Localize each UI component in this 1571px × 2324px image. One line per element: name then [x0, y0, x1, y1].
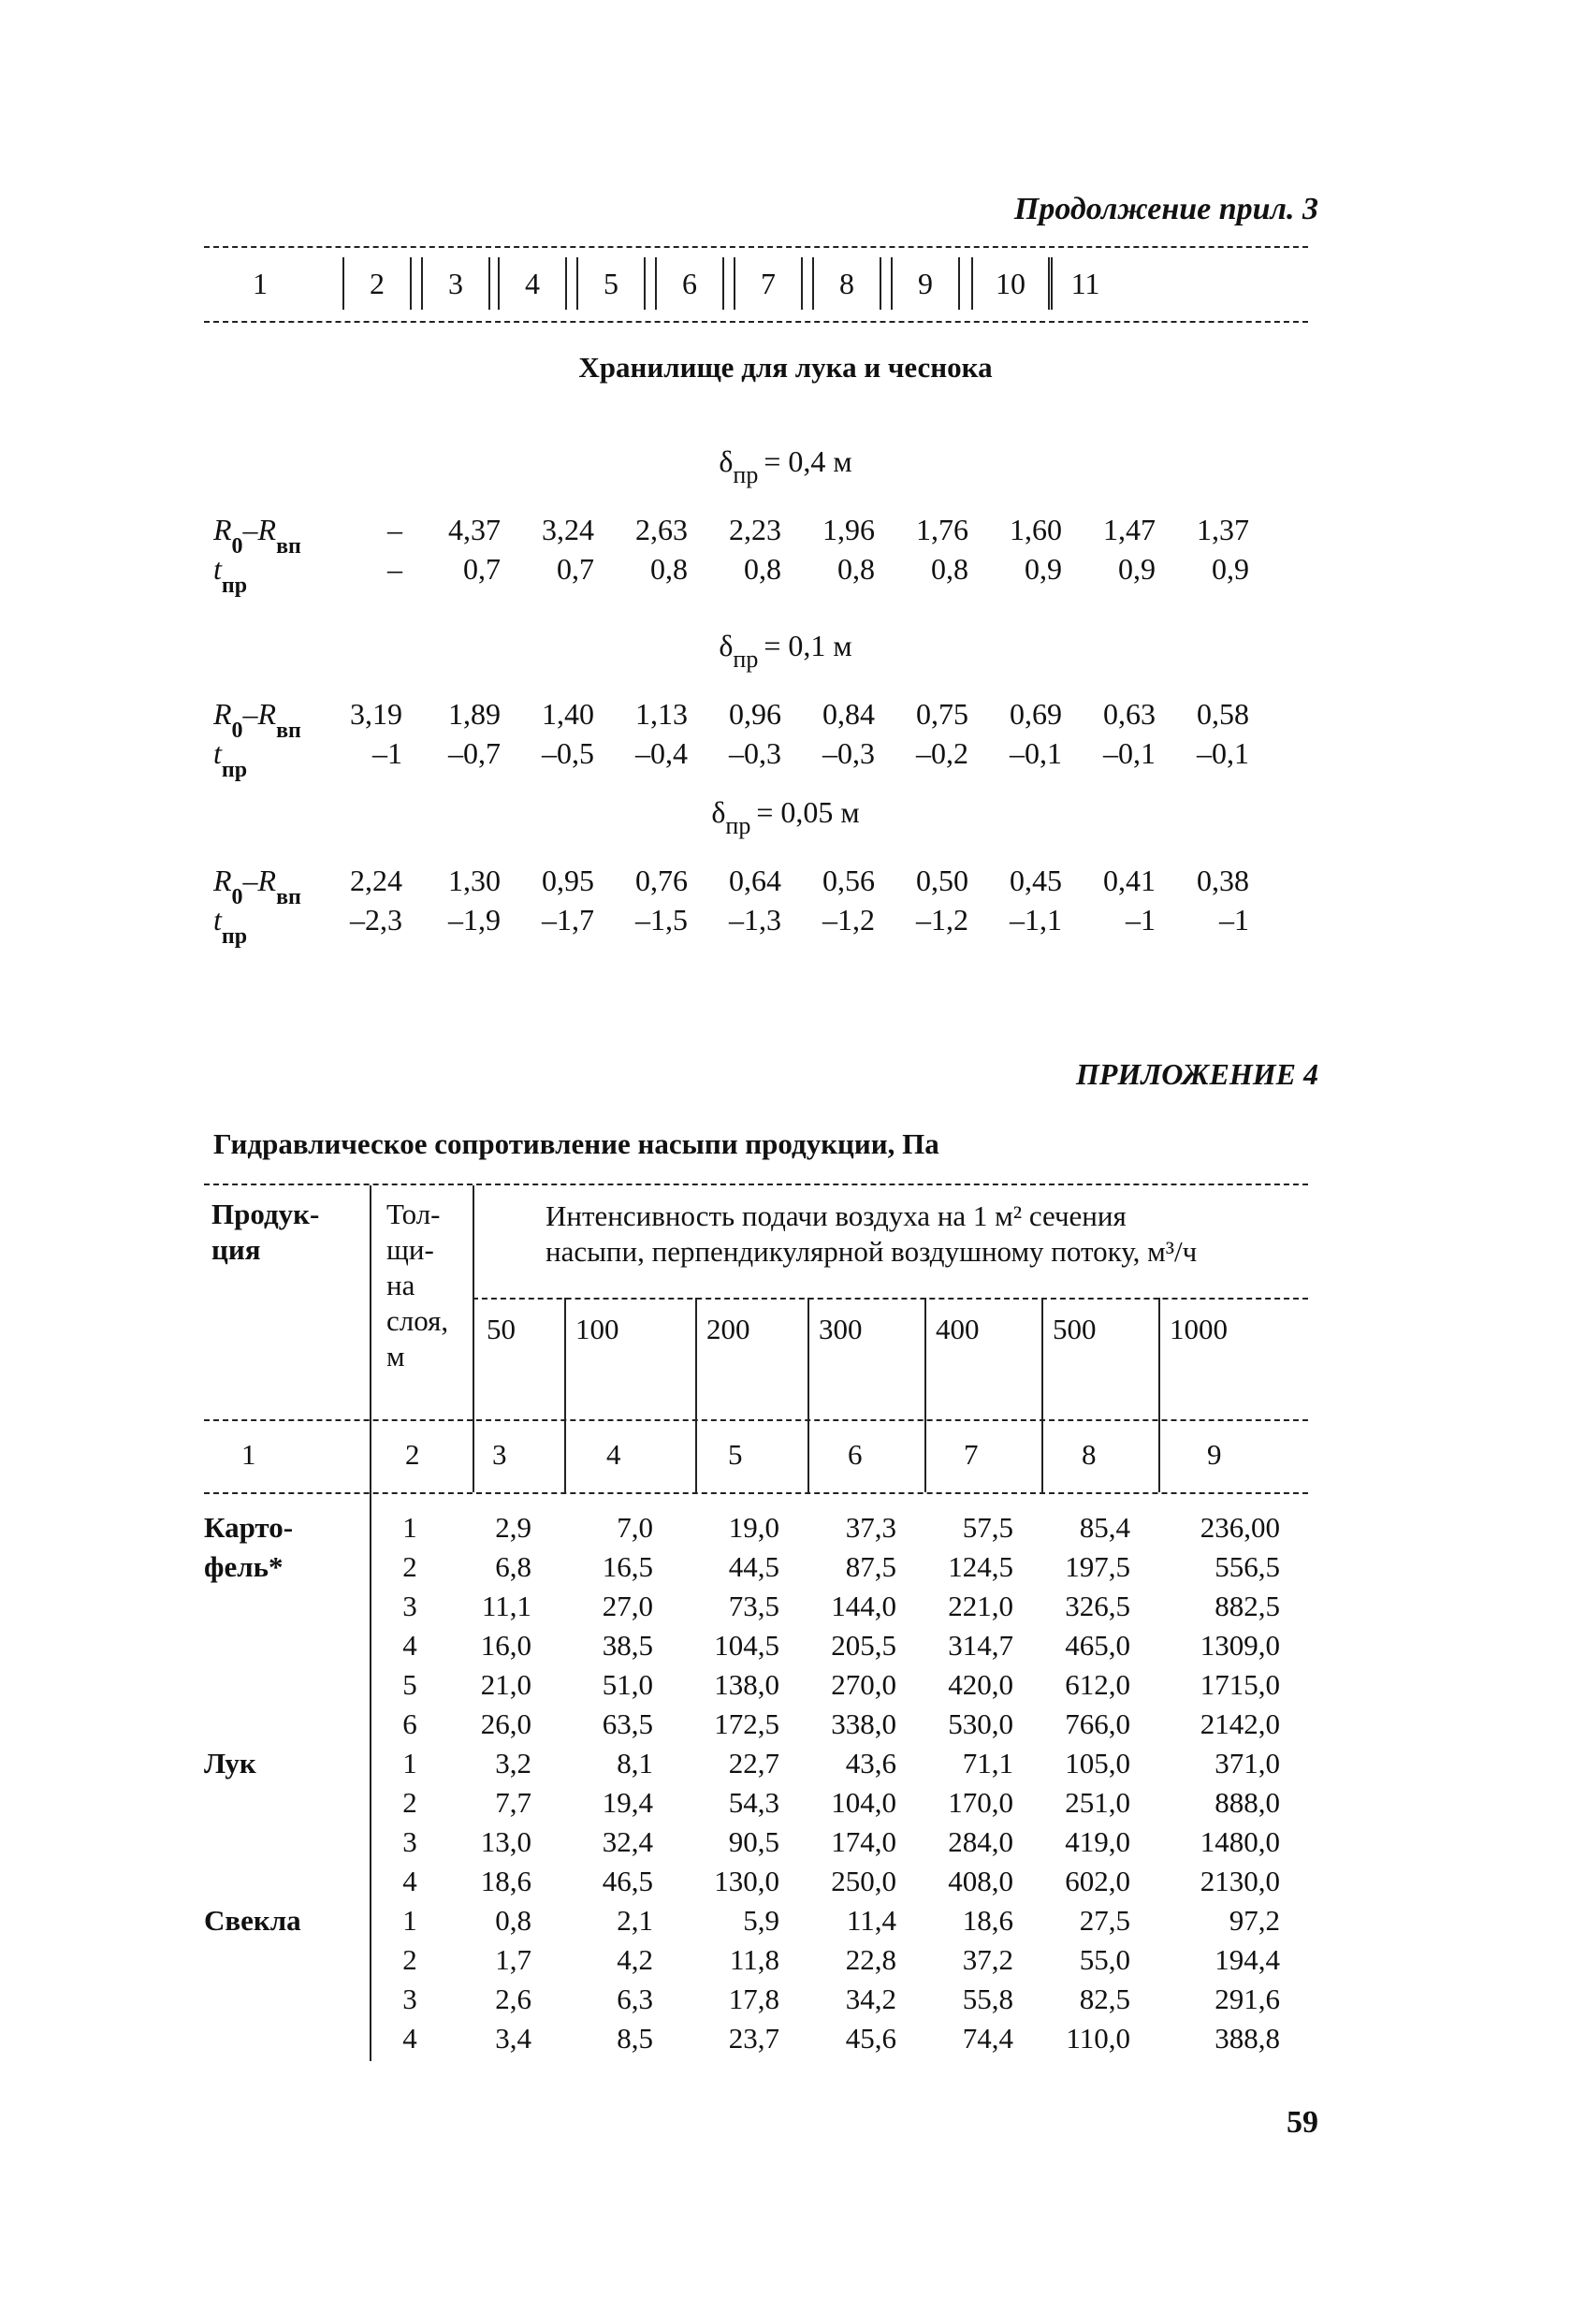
resistance-cell: 17,8 [728, 1983, 779, 2015]
header-intensity [545, 1198, 1197, 1270]
resistance-cell: 2,6 [495, 1983, 531, 2015]
temperature-value: –1,3 [729, 903, 781, 937]
column-number-cell: 8 [812, 257, 881, 310]
rate-header: 500 [1053, 1313, 1097, 1345]
resistance-value: 0,58 [1197, 697, 1249, 731]
resistance-cell: 90,5 [728, 1825, 779, 1858]
divider [1041, 1417, 1043, 1492]
r-subscript: вп [276, 534, 301, 559]
resistance-cell: 26,0 [480, 1707, 531, 1740]
divider [564, 1417, 566, 1492]
resistance-cell: 51,0 [602, 1668, 653, 1701]
resistance-value: 2,63 [635, 513, 688, 546]
resistance-cell: 55,0 [1079, 1943, 1130, 1976]
temperature-value: 0,7 [557, 552, 594, 586]
temperature-value: 0,9 [1025, 552, 1062, 586]
temperature-value: –1,5 [635, 903, 688, 937]
resistance-cell: 57,5 [962, 1511, 1013, 1544]
column-number: 6 [848, 1438, 863, 1471]
section-title: Хранилище для лука и чеснока [578, 351, 993, 384]
resistance-cell: 63,5 [602, 1707, 653, 1740]
resistance-cell: 71,1 [962, 1747, 1013, 1779]
resistance-cell: 205,5 [831, 1629, 896, 1662]
resistance-cell: 6,3 [617, 1983, 653, 2015]
resistance-cell: 8,1 [617, 1747, 653, 1779]
resistance-cell: 371,0 [1215, 1747, 1280, 1779]
resistance-cell: 54,3 [728, 1786, 779, 1819]
resistance-value: 1,96 [822, 513, 875, 546]
divider [473, 1417, 474, 1492]
resistance-cell: 7,7 [495, 1786, 531, 1819]
resistance-cell: 18,6 [480, 1865, 531, 1897]
temperature-label [213, 736, 248, 782]
resistance-label [213, 513, 301, 559]
column-number: 5 [728, 1438, 743, 1471]
resistance-cell: 1,7 [495, 1943, 531, 1976]
temperature-value: –0,2 [916, 736, 968, 770]
column-number: 8 [1082, 1438, 1097, 1471]
resistance-row [0, 864, 1571, 909]
r-subscript: 0 [231, 534, 243, 559]
resistance-cell: 197,5 [1065, 1550, 1130, 1583]
resistance-cell: 16,0 [480, 1629, 531, 1662]
r-dash: –R [242, 513, 277, 546]
layer-thickness: 1 [402, 1511, 417, 1544]
header-intensity-line: насыпи, перпендикулярной воздушному потоку, м³/ч [545, 1235, 1198, 1268]
temperature-value: –0,1 [1010, 736, 1062, 770]
temperature-value: 0,8 [837, 552, 875, 586]
t-subscript: пр [221, 924, 248, 949]
resistance-value: 0,95 [542, 864, 594, 897]
resistance-value: 0,76 [635, 864, 688, 897]
column-number-cell: 10 [971, 257, 1050, 310]
temperature-value: – [387, 552, 402, 586]
table-header [204, 1184, 1308, 1421]
resistance-cell: 766,0 [1065, 1707, 1130, 1740]
resistance-cell: 37,3 [845, 1511, 896, 1544]
delta-label [0, 795, 1571, 839]
resistance-row [0, 697, 1571, 743]
delta-symbol: δ [719, 629, 734, 662]
temperature-value: –1 [1126, 903, 1156, 937]
resistance-cell: 16,5 [602, 1550, 653, 1583]
resistance-cell: 73,5 [728, 1590, 779, 1622]
resistance-cell: 2,1 [617, 1904, 653, 1937]
temperature-value: –0,3 [822, 736, 875, 770]
product-name: Карто- [204, 1511, 294, 1544]
resistance-value: 0,84 [822, 697, 875, 731]
temperature-label [213, 903, 248, 949]
divider [807, 1417, 809, 1492]
resistance-cell: 124,5 [948, 1550, 1013, 1583]
rate-header: 400 [936, 1313, 980, 1345]
layer-thickness: 2 [402, 1786, 417, 1819]
resistance-cell: 291,6 [1215, 1983, 1280, 2015]
resistance-cell: 105,0 [1065, 1747, 1130, 1779]
resistance-cell: 23,7 [728, 2022, 779, 2055]
column-number-cell: 5 [576, 257, 646, 310]
temperature-value: 0,9 [1118, 552, 1156, 586]
resistance-cell: 104,5 [714, 1629, 779, 1662]
resistance-cell: 45,6 [845, 2022, 896, 2055]
page-number: 59 [1287, 2105, 1318, 2140]
header-product-line: ция [211, 1233, 261, 1266]
resistance-value: 0,64 [729, 864, 781, 897]
resistance-cell: 326,5 [1065, 1590, 1130, 1622]
resistance-cell: 22,7 [728, 1747, 779, 1779]
resistance-cell: 138,0 [714, 1668, 779, 1701]
resistance-cell: 104,0 [831, 1786, 896, 1819]
column-number-cell: 2 [342, 257, 412, 310]
delta-subscript: пр [733, 646, 759, 673]
temperature-value: –0,1 [1197, 736, 1249, 770]
resistance-value: 3,19 [350, 697, 402, 731]
temperature-value: –0,1 [1103, 736, 1156, 770]
delta-value: = 0,05 м [756, 795, 860, 829]
divider [924, 1298, 926, 1419]
resistance-cell: 82,5 [1079, 1983, 1130, 2015]
column-number: 4 [606, 1438, 621, 1471]
resistance-cell: 46,5 [602, 1865, 653, 1897]
divider [370, 1417, 371, 1492]
temperature-label [213, 552, 248, 598]
temperature-value: 0,8 [650, 552, 688, 586]
temperature-value: –0,5 [542, 736, 594, 770]
resistance-cell: 1309,0 [1200, 1629, 1280, 1662]
resistance-cell: 314,7 [948, 1629, 1013, 1662]
temperature-value: 0,9 [1212, 552, 1249, 586]
resistance-cell: 85,4 [1079, 1511, 1130, 1544]
resistance-label [213, 697, 301, 743]
t-symbol: t [213, 736, 222, 770]
resistance-value: 0,45 [1010, 864, 1062, 897]
resistance-cell: 5,9 [743, 1904, 779, 1937]
resistance-cell: 2130,0 [1200, 1865, 1280, 1897]
divider [695, 1298, 697, 1419]
rate-header: 200 [706, 1313, 750, 1345]
layer-thickness: 2 [402, 1943, 417, 1976]
layer-thickness: 5 [402, 1668, 417, 1701]
rate-header: 300 [819, 1313, 863, 1345]
rate-header: 1000 [1170, 1313, 1228, 1345]
product-name: Лук [204, 1747, 256, 1779]
r-subscript: 0 [231, 885, 243, 909]
resistance-label [213, 864, 301, 909]
resistance-cell: 4,2 [617, 1943, 653, 1976]
column-number: 3 [492, 1438, 507, 1471]
resistance-cell: 13,0 [480, 1825, 531, 1858]
resistance-cell: 1480,0 [1200, 1825, 1280, 1858]
resistance-value: 1,47 [1103, 513, 1156, 546]
column-number: 2 [405, 1438, 420, 1471]
temperature-value: 0,8 [744, 552, 781, 586]
resistance-cell: 37,2 [962, 1943, 1013, 1976]
resistance-value: 0,50 [916, 864, 968, 897]
r-subscript: вп [276, 885, 301, 909]
resistance-cell: 6,8 [495, 1550, 531, 1583]
column-number: 7 [964, 1438, 979, 1471]
resistance-cell: 55,8 [962, 1983, 1013, 2015]
resistance-value: 0,41 [1103, 864, 1156, 897]
column-number-cell: 1 [253, 267, 268, 300]
r-subscript: 0 [231, 719, 243, 743]
resistance-cell: 602,0 [1065, 1865, 1130, 1897]
resistance-cell: 87,5 [845, 1550, 896, 1583]
resistance-value: 0,63 [1103, 697, 1156, 731]
continuation-heading: Продолжение прил. 3 [1013, 192, 1318, 226]
resistance-cell: 7,0 [617, 1511, 653, 1544]
layer-thickness: 3 [402, 1983, 417, 2015]
column-number-cell: 9 [891, 257, 960, 310]
layer-thickness: 4 [402, 1629, 417, 1662]
delta-value: = 0,1 м [764, 629, 852, 662]
product-name: фель* [204, 1550, 284, 1583]
delta-symbol: δ [711, 795, 726, 829]
layer-thickness: 3 [402, 1825, 417, 1858]
resistance-value: – [387, 513, 402, 546]
divider [370, 1185, 371, 1419]
resistance-cell: 27,5 [1079, 1904, 1130, 1937]
layer-thickness: 6 [402, 1707, 417, 1740]
resistance-cell: 19,0 [728, 1511, 779, 1544]
temperature-value: –1,9 [448, 903, 501, 937]
resistance-cell: 44,5 [728, 1550, 779, 1583]
temperature-value: –1,2 [822, 903, 875, 937]
temperature-row [0, 736, 1571, 782]
resistance-cell: 170,0 [948, 1786, 1013, 1819]
resistance-cell: 18,6 [962, 1904, 1013, 1937]
resistance-value: 1,89 [448, 697, 501, 731]
t-symbol: t [213, 903, 222, 937]
header-intensity-line: Интенсивность подачи воздуха на 1 м² сечения [545, 1199, 1127, 1232]
divider [1158, 1298, 1160, 1419]
resistance-cell: 388,8 [1215, 2022, 1280, 2055]
t-subscript: пр [221, 574, 248, 598]
divider [564, 1298, 566, 1419]
layer-thickness: 1 [402, 1904, 417, 1937]
delta-subscript: пр [733, 461, 759, 488]
resistance-cell: 1715,0 [1200, 1668, 1280, 1701]
resistance-cell: 556,5 [1215, 1550, 1280, 1583]
temperature-value: 0,8 [931, 552, 968, 586]
resistance-cell: 27,0 [602, 1590, 653, 1622]
t-subscript: пр [221, 758, 248, 782]
divider [473, 1185, 474, 1419]
resistance-cell: 2142,0 [1200, 1707, 1280, 1740]
header-thickness [386, 1197, 448, 1374]
divider [1158, 1417, 1160, 1492]
column-number-cell: 3 [421, 257, 490, 310]
resistance-cell: 0,8 [495, 1904, 531, 1937]
column-number: 9 [1207, 1438, 1222, 1471]
resistance-cell: 11,1 [481, 1590, 531, 1622]
header-thickness-line: на [386, 1269, 415, 1301]
resistance-cell: 194,4 [1215, 1943, 1280, 1976]
resistance-cell: 172,5 [714, 1707, 779, 1740]
resistance-cell: 2,9 [495, 1511, 531, 1544]
divider [1041, 1298, 1043, 1419]
header-thickness-line: щи- [386, 1233, 434, 1266]
delta-symbol: δ [719, 444, 734, 478]
resistance-cell: 130,0 [714, 1865, 779, 1897]
temperature-value: –0,3 [729, 736, 781, 770]
resistance-value: 0,56 [822, 864, 875, 897]
resistance-cell: 250,0 [831, 1865, 896, 1897]
delta-value: = 0,4 м [764, 444, 852, 478]
r-symbol: R [213, 864, 232, 897]
temperature-value: –1 [372, 736, 402, 770]
column-number-cell: 7 [734, 257, 803, 310]
resistance-cell: 8,5 [617, 2022, 653, 2055]
resistance-row [0, 513, 1571, 559]
resistance-cell: 32,4 [602, 1825, 653, 1858]
resistance-cell: 419,0 [1065, 1825, 1130, 1858]
resistance-cell: 408,0 [948, 1865, 1013, 1897]
resistance-value: 1,37 [1197, 513, 1249, 546]
divider [807, 1298, 809, 1419]
resistance-value: 1,40 [542, 697, 594, 731]
divider [473, 1298, 1308, 1300]
temperature-value: –1,7 [542, 903, 594, 937]
resistance-cell: 465,0 [1065, 1629, 1130, 1662]
resistance-cell: 110,0 [1066, 2022, 1130, 2055]
table-title: Гидравлическое сопротивление насыпи продукции, Па [213, 1127, 939, 1160]
resistance-cell: 144,0 [831, 1590, 896, 1622]
header-product [211, 1197, 319, 1268]
resistance-cell: 270,0 [831, 1668, 896, 1701]
delta-label [0, 444, 1571, 488]
resistance-cell: 251,0 [1065, 1786, 1130, 1819]
resistance-cell: 11,4 [846, 1904, 896, 1937]
layer-thickness: 4 [402, 2022, 417, 2055]
resistance-cell: 3,2 [495, 1747, 531, 1779]
column-number-cell: 4 [498, 257, 567, 310]
resistance-value: 3,24 [542, 513, 594, 546]
resistance-cell: 236,00 [1200, 1511, 1280, 1544]
column-number: 1 [241, 1438, 256, 1471]
resistance-cell: 284,0 [948, 1825, 1013, 1858]
resistance-cell: 882,5 [1215, 1590, 1280, 1622]
r-dash: –R [242, 697, 277, 731]
temperature-value: –0,4 [635, 736, 688, 770]
layer-thickness: 4 [402, 1865, 417, 1897]
header-product-line: Продук- [211, 1198, 320, 1230]
resistance-cell: 338,0 [831, 1707, 896, 1740]
resistance-value: 1,13 [635, 697, 688, 731]
appendix-heading: ПРИЛОЖЕНИЕ 4 [1075, 1057, 1318, 1091]
column-number-cell: 11 [1051, 257, 1118, 310]
resistance-cell: 97,2 [1229, 1904, 1280, 1937]
resistance-cell: 74,4 [962, 2022, 1013, 2055]
temperature-row [0, 903, 1571, 949]
resistance-cell: 22,8 [845, 1943, 896, 1976]
delta-label [0, 629, 1571, 673]
divider [370, 1492, 371, 2061]
temperature-value: –0,7 [448, 736, 501, 770]
resistance-cell: 21,0 [480, 1668, 531, 1701]
resistance-value: 0,69 [1010, 697, 1062, 731]
resistance-value: 1,60 [1010, 513, 1062, 546]
temperature-value: 0,7 [463, 552, 501, 586]
resistance-value: 1,30 [448, 864, 501, 897]
resistance-value: 2,23 [729, 513, 781, 546]
r-symbol: R [213, 697, 232, 731]
rate-header: 100 [575, 1313, 619, 1345]
header-thickness-line: м [386, 1340, 405, 1373]
resistance-cell: 612,0 [1065, 1668, 1130, 1701]
column-number-cell: 6 [655, 257, 724, 310]
resistance-cell: 3,4 [495, 2022, 531, 2055]
temperature-value: –1,1 [1010, 903, 1062, 937]
resistance-cell: 888,0 [1215, 1786, 1280, 1819]
delta-subscript: пр [725, 812, 751, 839]
resistance-value: 4,37 [448, 513, 501, 546]
resistance-cell: 174,0 [831, 1825, 896, 1858]
resistance-cell: 221,0 [948, 1590, 1013, 1622]
resistance-value: 0,75 [916, 697, 968, 731]
t-symbol: t [213, 552, 222, 586]
temperature-value: –1 [1219, 903, 1249, 937]
header-thickness-line: Тол- [386, 1198, 441, 1230]
layer-thickness: 3 [402, 1590, 417, 1622]
resistance-cell: 530,0 [948, 1707, 1013, 1740]
layer-thickness: 2 [402, 1550, 417, 1583]
column-number-strip [204, 246, 1308, 323]
product-name: Свекла [204, 1904, 301, 1937]
temperature-value: –2,3 [350, 903, 402, 937]
resistance-value: 1,76 [916, 513, 968, 546]
resistance-cell: 420,0 [948, 1668, 1013, 1701]
resistance-cell: 19,4 [602, 1786, 653, 1819]
rate-header: 50 [487, 1313, 516, 1345]
r-symbol: R [213, 513, 232, 546]
r-dash: –R [242, 864, 277, 897]
resistance-value: 0,38 [1197, 864, 1249, 897]
resistance-cell: 38,5 [602, 1629, 653, 1662]
temperature-value: –1,2 [916, 903, 968, 937]
divider [695, 1417, 697, 1492]
resistance-cell: 34,2 [845, 1983, 896, 2015]
resistance-cell: 43,6 [845, 1747, 896, 1779]
layer-thickness: 1 [402, 1747, 417, 1779]
temperature-row [0, 552, 1571, 598]
resistance-value: 0,96 [729, 697, 781, 731]
resistance-value: 2,24 [350, 864, 402, 897]
column-number-row [204, 1417, 1308, 1494]
resistance-cell: 11,8 [729, 1943, 779, 1976]
r-subscript: вп [276, 719, 301, 743]
divider [924, 1417, 926, 1492]
header-thickness-line: слоя, [386, 1304, 449, 1337]
